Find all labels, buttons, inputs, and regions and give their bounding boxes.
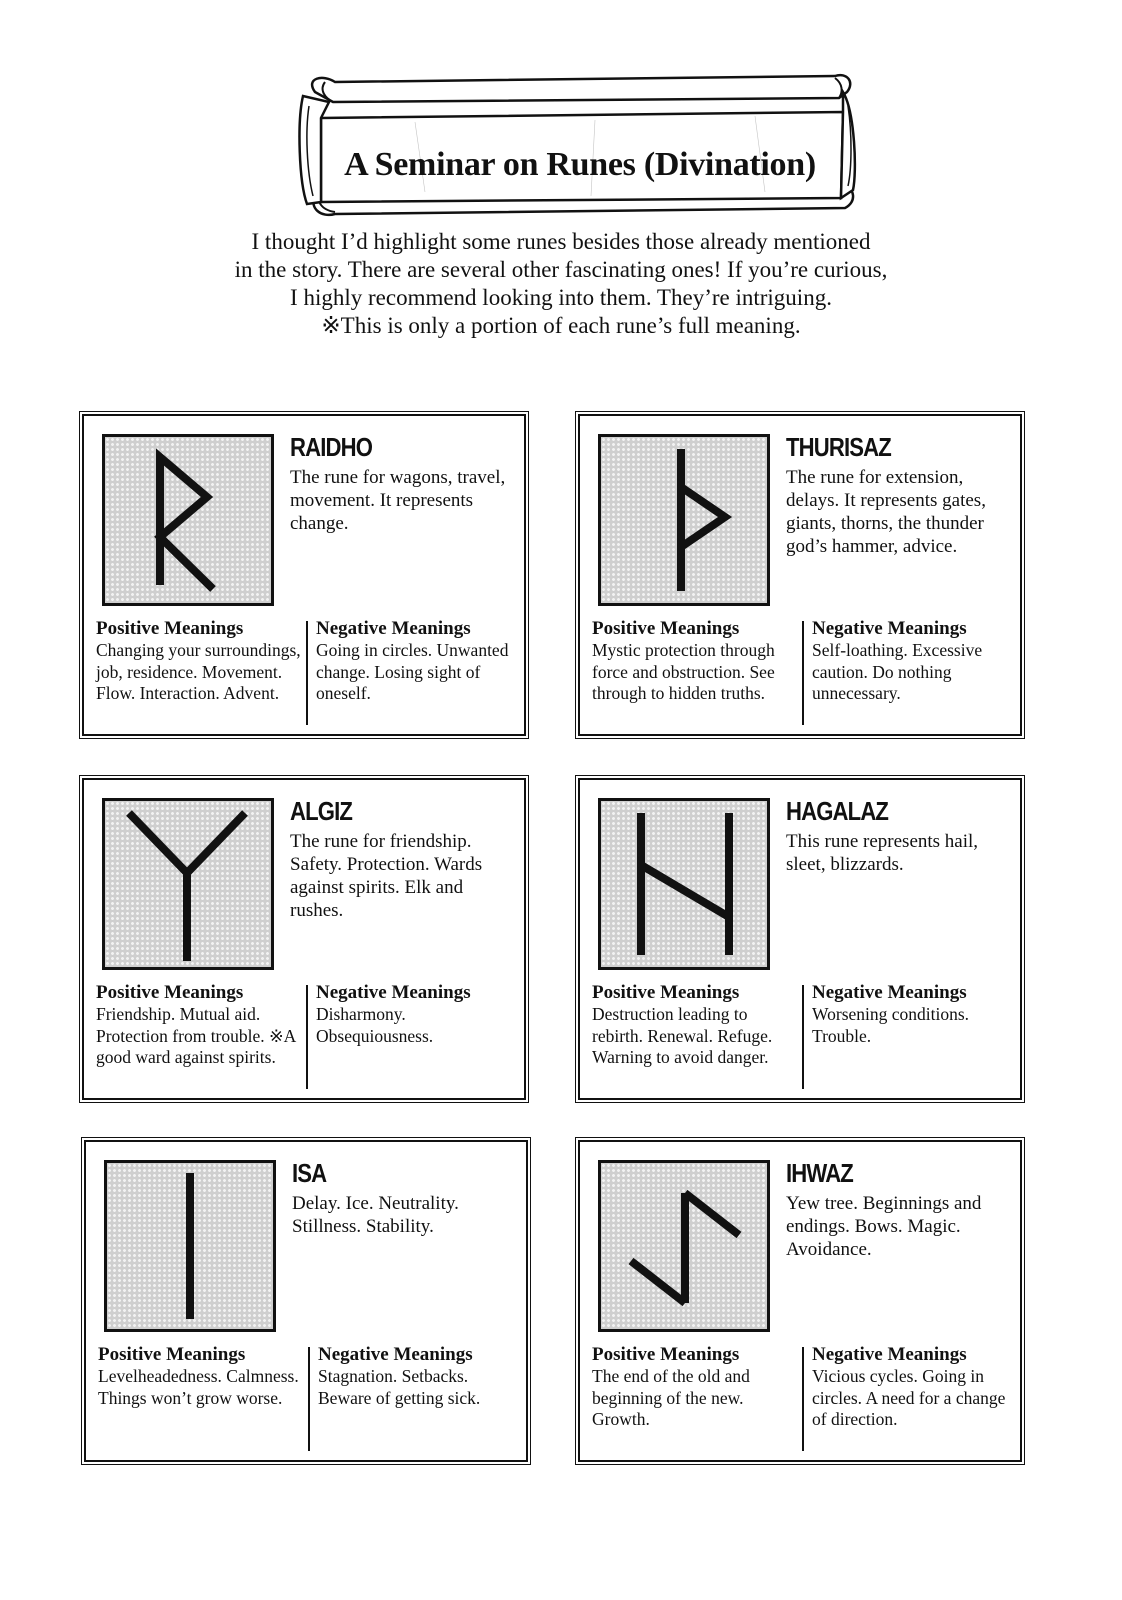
negative-meanings-label: Negative Meanings xyxy=(316,618,471,639)
rune-card-ihwaz xyxy=(578,1140,1022,1462)
negative-meanings xyxy=(812,617,1012,705)
rune-description: Yew tree. Beginnings and endings. Bows. Magic. Avoidance. xyxy=(786,1193,982,1260)
rune-image-frame xyxy=(598,798,770,970)
positive-meanings-text: Destruction leading to rebirth. Renewal. Refuge. Warning to avoid danger. xyxy=(592,1004,773,1067)
positive-meanings-label: Positive Meanings xyxy=(98,1344,246,1365)
positive-meanings xyxy=(592,1343,798,1431)
hagalaz-rune-icon xyxy=(601,801,767,967)
positive-meanings xyxy=(592,617,798,705)
negative-meanings-label: Negative Meanings xyxy=(812,982,967,1003)
negative-meanings-text: Disharmony. Obsequiousness. xyxy=(316,1004,434,1046)
positive-meanings-label: Positive Meanings xyxy=(96,618,244,639)
rune-card-thurisaz xyxy=(578,414,1022,736)
positive-meanings-text: Friendship. Mutual aid. Protection from trouble. ※A good ward against spirits. xyxy=(96,1004,296,1067)
intro-line: I highly recommend looking into them. They’re intriguing. xyxy=(290,285,832,310)
rune-card-algiz xyxy=(82,778,526,1100)
positive-meanings-label: Positive Meanings xyxy=(592,618,740,639)
rune-image-frame xyxy=(598,434,770,606)
negative-meanings xyxy=(316,981,516,1047)
title-banner xyxy=(295,72,865,218)
negative-meanings xyxy=(316,617,516,705)
column-divider xyxy=(802,1347,804,1451)
negative-meanings xyxy=(812,1343,1012,1431)
negative-meanings-label: Negative Meanings xyxy=(316,982,471,1003)
rune-card-raidho xyxy=(82,414,526,736)
negative-meanings-label: Negative Meanings xyxy=(812,618,967,639)
column-divider xyxy=(802,621,804,725)
negative-meanings xyxy=(812,981,1012,1047)
intro-paragraph xyxy=(150,228,972,340)
positive-meanings-text: Changing your surroundings, job, residence. Movement. Flow. Interaction. Advent. xyxy=(96,640,301,703)
positive-meanings-text: Mystic protection through force and obstruction. See through to hidden truths. xyxy=(592,640,775,703)
column-divider xyxy=(306,621,308,725)
rune-description: Delay. Ice. Neutrality. Stillness. Stability. xyxy=(292,1193,459,1237)
negative-meanings-text: Going in circles. Unwanted change. Losing sight of oneself. xyxy=(316,640,509,703)
rune-name: ISA xyxy=(292,1158,327,1188)
rune-name: THURISAZ xyxy=(786,432,891,462)
thurisaz-rune-icon xyxy=(601,437,767,603)
rune-name: ALGIZ xyxy=(290,796,353,826)
negative-meanings-text: Worsening conditions. Trouble. xyxy=(812,1004,970,1046)
intro-line: in the story. There are several other fascinating ones! If you’re curious, xyxy=(234,257,888,282)
rune-description: The rune for extension, delays. It represents gates, giants, thorns, the thunder god’s hammer, advice. xyxy=(786,467,986,557)
rune-image-frame xyxy=(598,1160,770,1332)
rune-card-isa xyxy=(84,1140,528,1462)
positive-meanings xyxy=(96,617,302,705)
rune-name: RAIDHO xyxy=(290,432,373,462)
negative-meanings xyxy=(318,1343,518,1409)
positive-meanings-label: Positive Meanings xyxy=(592,982,740,1003)
ihwaz-rune-icon xyxy=(601,1163,767,1329)
negative-meanings-text: Vicious cycles. Going in circles. A need for a change of direction. xyxy=(812,1366,1006,1429)
positive-meanings-text: The end of the old and beginning of the new. Growth. xyxy=(592,1366,750,1429)
algiz-rune-icon xyxy=(105,801,271,967)
column-divider xyxy=(306,985,308,1089)
rune-card-hagalaz xyxy=(578,778,1022,1100)
negative-meanings-text: Self-loathing. Excessive caution. Do nothing unnecessary. xyxy=(812,640,983,703)
raidho-rune-icon xyxy=(105,437,271,603)
page-title: A Seminar on Runes (Divination) xyxy=(344,146,816,183)
rune-image-frame xyxy=(102,798,274,970)
rune-image-frame xyxy=(102,434,274,606)
column-divider xyxy=(308,1347,310,1451)
column-divider xyxy=(802,985,804,1089)
rune-description: The rune for wagons, travel, movement. It represents change. xyxy=(290,467,506,534)
rune-name: IHWAZ xyxy=(786,1158,853,1188)
isa-rune-icon xyxy=(107,1163,273,1329)
positive-meanings xyxy=(96,981,302,1069)
rune-image-frame xyxy=(104,1160,276,1332)
rune-name: HAGALAZ xyxy=(786,796,889,826)
rune-description: This rune represents hail, sleet, blizzards. xyxy=(786,831,979,875)
positive-meanings xyxy=(592,981,798,1069)
positive-meanings xyxy=(98,1343,304,1409)
intro-line: I thought I’d highlight some runes besides those already mentioned xyxy=(251,229,871,254)
positive-meanings-label: Positive Meanings xyxy=(592,1344,740,1365)
rune-description: The rune for friendship. Safety. Protection. Wards against spirits. Elk and rushes. xyxy=(290,831,483,921)
negative-meanings-label: Negative Meanings xyxy=(318,1344,473,1365)
negative-meanings-text: Stagnation. Setbacks. Beware of getting sick. xyxy=(318,1366,481,1408)
positive-meanings-text: Levelheadedness. Calmness. Things won’t grow worse. xyxy=(98,1366,299,1408)
negative-meanings-label: Negative Meanings xyxy=(812,1344,967,1365)
intro-note: ※This is only a portion of each rune’s full meaning. xyxy=(321,313,801,338)
positive-meanings-label: Positive Meanings xyxy=(96,982,244,1003)
